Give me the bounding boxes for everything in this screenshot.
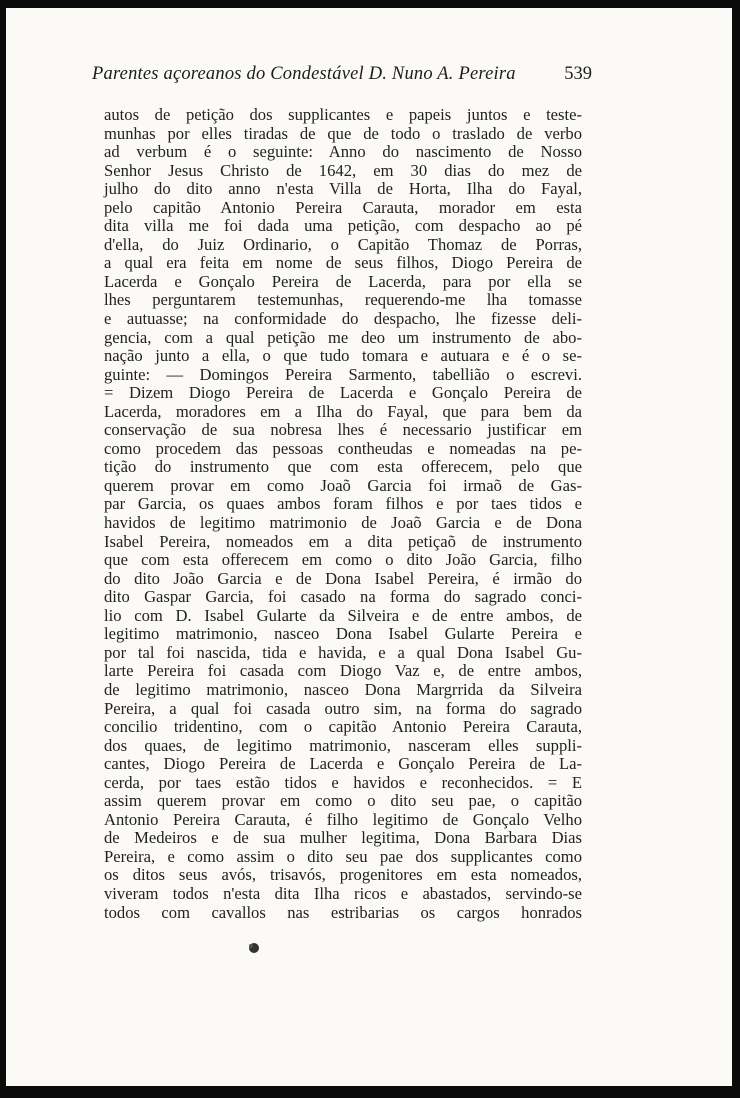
- text-line: por tal foi nascida, tida e havida, e a qual Dona Isabel Gu-: [104, 642, 582, 662]
- text-line: pelo capitão Antonio Pereira Carauta, morador em esta: [104, 197, 582, 217]
- text-line: larte Pereira foi casada com Diogo Vaz e, de entre ambos,: [104, 661, 582, 681]
- text-line: Antonio Pereira Carauta, é filho legitimo de Gonçalo Velho: [104, 809, 582, 829]
- text-line: de Medeiros e de sua mulher legitima, Dona Barbara Dias: [104, 828, 582, 848]
- text-line: viveram todos n'esta dita Ilha ricos e abastados, servindo-se: [104, 883, 582, 903]
- text-line: como procedem das pessoas contheudas e nomeadas na pe-: [104, 438, 582, 458]
- text-line: os ditos seus avós, trisavós, progenitores em esta nomeados,: [104, 865, 582, 885]
- text-line: querem provar em como Joaõ Garcia foi irmaõ de Gas-: [104, 475, 582, 495]
- book-page: [6, 8, 732, 1086]
- text-line: cantes, Diogo Pereira de Lacerda e Gonçalo Pereira de La-: [104, 754, 582, 774]
- text-line: gencia, com a qual petição me deo um instrumento de abo-: [104, 327, 582, 347]
- ornament-icon: [246, 940, 262, 956]
- text-line: dos quaes, de legitimo matrimonio, nasceram elles suppli-: [104, 735, 582, 755]
- text-line: d'ella, do Juiz Ordinario, o Capitão Thomaz de Porras,: [104, 234, 582, 254]
- body-text: [104, 106, 582, 922]
- text-line: dita villa me foi dada uma petição, com despacho ao pé: [104, 216, 582, 236]
- text-line: Senhor Jesus Christo de 1642, em 30 dias do mez de: [104, 160, 582, 180]
- text-line: tição do instrumento que com esta offerecem, pelo que: [104, 457, 582, 477]
- text-line: cerda, por taes estão tidos e havidos e reconhecidos. = E: [104, 772, 582, 792]
- text-line: e autuasse; na conformidade do despacho, lhe fizesse deli-: [104, 309, 582, 329]
- text-line: conservação de sua nobresa lhes é necessario justificar em: [104, 420, 582, 440]
- text-line: autos de petição dos supplicantes e papeis juntos e teste-: [104, 105, 582, 124]
- header-title: Parentes açoreanos do Condestável D. Nuno A. Pereira: [92, 64, 516, 84]
- text-line: par Garcia, os quaes ambos foram filhos e por taes tidos e: [104, 494, 582, 514]
- text-line: legitimo matrimonio, nasceo Dona Isabel Gularte Pereira e: [104, 624, 582, 644]
- running-header: [92, 60, 592, 94]
- text-line: dito Gaspar Garcia, foi casado na forma do sagrado conci-: [104, 587, 582, 607]
- text-line: assim querem provar em como o dito seu pae, o capitão: [104, 791, 582, 811]
- page-number: 539: [564, 64, 592, 84]
- text-line: Isabel Pereira, nomeados em a dita petiçaõ de instrumento: [104, 531, 582, 551]
- text-line: concilio tridentino, com o capitão Antonio Pereira Carauta,: [104, 717, 582, 737]
- text-line: todos com cavallos nas estribarias os cargos honrados: [104, 902, 582, 922]
- text-line: guinte: — Domingos Pereira Sarmento, tabellião o escrevi.: [104, 364, 582, 384]
- text-line: Lacerda e Gonçalo Pereira de Lacerda, para por ella se: [104, 271, 582, 291]
- text-line: Pereira, e como assim o dito seu pae dos supplicantes como: [104, 846, 582, 866]
- text-line: = Dizem Diogo Pereira de Lacerda e Gonçalo Pereira de: [104, 383, 582, 403]
- text-line: de legitimo matrimonio, nasceo Dona Margrrida da Silveira: [104, 679, 582, 699]
- text-line: a qual era feita em nome de seus filhos, Diogo Pereira de: [104, 253, 582, 273]
- text-line: munhas por elles tiradas de que de todo o traslado de verbo: [104, 123, 582, 143]
- text-line: Lacerda, moradores em a Ilha do Fayal, que para bem da: [104, 401, 582, 421]
- text-line: julho do dito anno n'esta Villa de Horta, Ilha do Fayal,: [104, 179, 582, 199]
- text-line: que com esta offerecem em como o dito João Garcia, filho: [104, 550, 582, 570]
- text-line: Pereira, a qual foi casada outro sim, na forma do sagrado: [104, 698, 582, 718]
- text-line: lio com D. Isabel Gularte da Silveira e de entre ambos, de: [104, 605, 582, 625]
- text-line: ad verbum é o seguinte: Anno do nascimento de Nosso: [104, 142, 582, 162]
- text-line: lhes perguntarem testemunhas, requerendo-me lha tomasse: [104, 290, 582, 310]
- text-line: havidos de legitimo matrimonio de Joaõ Garcia e de Dona: [104, 513, 582, 533]
- text-line: do dito João Garcia e de Dona Isabel Pereira, é irmão do: [104, 568, 582, 588]
- text-line: nação junto a ella, o que tudo tomara e autuara e é o se-: [104, 346, 582, 366]
